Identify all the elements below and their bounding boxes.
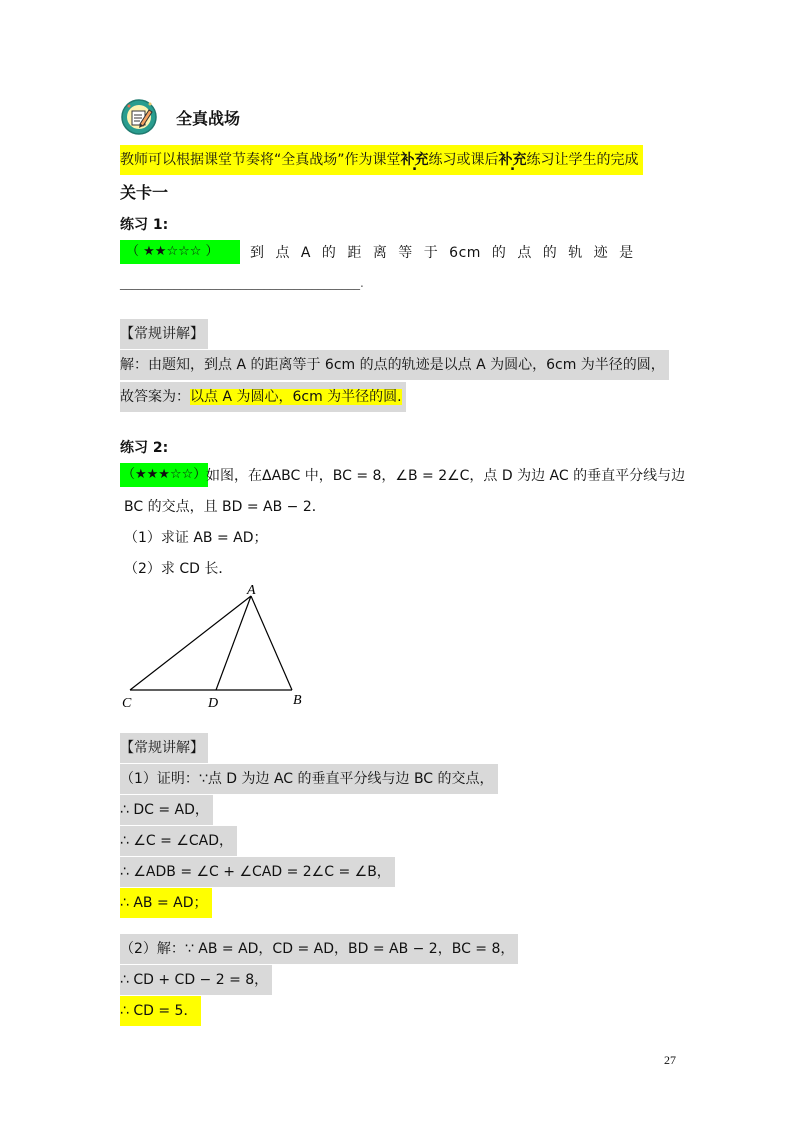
label-d: D (208, 696, 219, 711)
solution-tag: 【常规讲解】 (120, 733, 208, 763)
label-a: A (247, 583, 256, 598)
exercise-1-question: 到 点 A 的 距 离 等 于 6cm 的 点 的 轨 迹 是 (250, 245, 634, 261)
answer-blank: ________________________________________. (120, 276, 364, 290)
page-number: 27 (664, 1053, 676, 1067)
solve-line-2: ∴ CD + CD − 2 = 8， (120, 965, 272, 995)
solve-answer: ∴ CD = 5． (120, 996, 201, 1026)
answer-line: 故答案为：以点 A 为圆心，6cm 为半径的圆. (120, 382, 406, 412)
label-c: C (122, 696, 132, 711)
exercise-2-label: 练习 2: (120, 440, 169, 456)
exercise-2-part-1: （1）求证 AB = AD； (124, 530, 268, 546)
proof-line-1: （1）证明：∵点 D 为边 AC 的垂直平分线与边 BC 的交点， (120, 764, 498, 794)
difficulty-stars: （★★★☆☆） (120, 463, 208, 487)
exercise-2-question: 如图，在ΔABC 中，BC = 8，∠B = 2∠C，点 D 为边 AC 的垂直平分线与边 (206, 468, 686, 484)
solution-line: 解：由题知，到点 A 的距离等于 6cm 的点的轨迹是以点 A 为圆心，6cm 为半径的圆， (120, 350, 669, 380)
proof-conclusion: ∴ AB = AD； (120, 888, 212, 918)
exercise-2-part-2: （2）求 CD 长． (124, 561, 233, 577)
segment-ab (251, 596, 292, 690)
answer-highlight: 以点 A 为圆心，6cm 为半径的圆. (190, 389, 402, 405)
pencil-note-icon (120, 98, 158, 136)
difficulty-stars: （ ★★☆☆☆ ） (120, 240, 240, 264)
proof-line-4: ∴ ∠ADB = ∠C + ∠CAD = 2∠C = ∠B， (120, 857, 395, 887)
level-title: 关卡一 (120, 183, 169, 202)
solve-line-1: （2）解：∵ AB = AD，CD = AD，BD = AB − 2，BC = 8， (120, 934, 518, 964)
solution-tag: 【常规讲解】 (120, 319, 208, 349)
segment-ca (130, 596, 251, 690)
triangle-figure (110, 580, 330, 720)
label-b: B (293, 693, 302, 708)
exercise-1-label: 练习 1: (120, 217, 169, 233)
section-title: 全真战场 (176, 109, 241, 128)
proof-line-3: ∴ ∠C = ∠CAD， (120, 826, 237, 856)
exercise-2-question-cont: BC 的交点，且 BD = AB − 2． (124, 499, 326, 515)
intro-text: 教师可以根据课堂节奏将“全真战场”作为课堂补充练习或课后补充练习让学生的完成 (120, 145, 643, 175)
proof-line-2: ∴ DC = AD， (120, 795, 213, 825)
